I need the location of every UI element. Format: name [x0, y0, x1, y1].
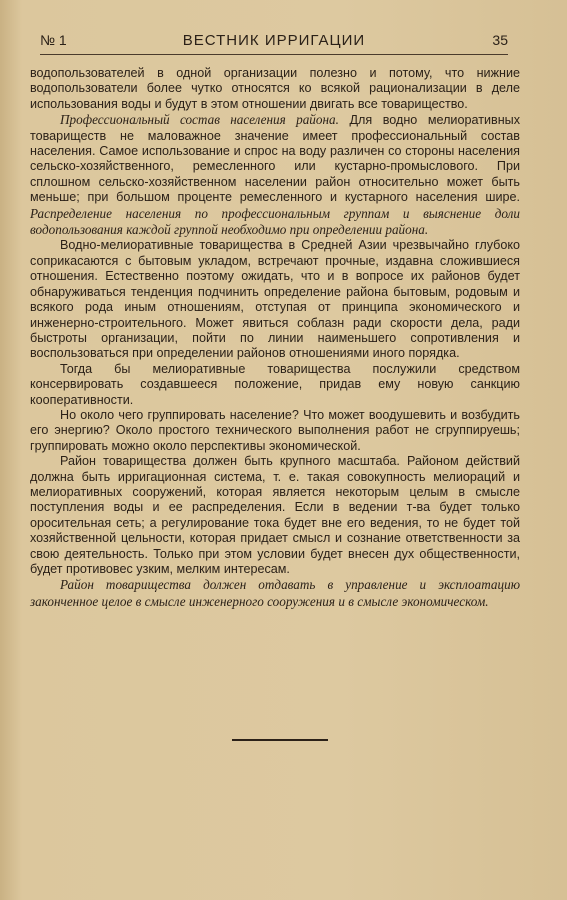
text-run: Тогда бы мелиоративные товарищества послужили средством консервировать создавшееся положение, придав ему новую санкцию кооперативности. [30, 361, 520, 407]
text-run: Для водно мелиоративных товариществ не маловажное значение имеет профессиональный состав населения. Самое использование и спрос на воду различен со стороны населения сельско-хозяйственного, ремесленного или кустарно-промыслового. При сплошном сельско-хозяйственном населении район относительно может быть меньше; при большом проценте ремесленного и кустарного населения шире. [30, 113, 520, 205]
italic-run: Профессиональный состав населения района. [60, 112, 339, 128]
italic-run: Район товарищества должен отдавать в управление и эксплоатацию законченное целое в смысле инженерного сооружения и в смысле экономическом. [30, 577, 520, 609]
text-run: водопользователей в одной организации полезно и потому, что нижние водопользователи более чутко относятся ко всякой рационализации в деле использования воды и будут в этом отношении двигать все товарищество. [30, 66, 520, 111]
article-paragraph [30, 362, 520, 408]
article-paragraph [30, 577, 520, 610]
text-run: Но около чего группировать население? Что может воодушевить и возбудить его энергию? Около простого технического выполнения работ не сгруппируешь; группировать можно около перспективы экономической. [30, 407, 520, 453]
issue-number: № 1 [40, 32, 67, 48]
article-paragraph [30, 66, 520, 112]
text-run: Район товарищества должен быть крупного масштаба. Районом действий должна быть ирригационная система, т. е. такая совокупность мелиораций и мелиоративных сооружений, которая является некоторым целым в смысле поступления воды и ее распределения. Если в ведении т-ва будет только оросительная сеть; а регулирование тока будет вне его ведения, то не будет той хозяйственной цельности, которая придает смысл и сознание ответственности за свою деятельность. Только при этом условии будет внесен дух общественности, будет противовес узким, мелким интересам. [30, 454, 520, 576]
page-number: 35 [492, 32, 508, 48]
text-run: Водно-мелиоративные товарищества в Средней Азии чрезвычайно глубоко соприкасаются с бытовым укладом, встречают прочные, издавна сложившиеся отношения. Естественно поэтому ожидать, что и в вопросе их районов будет обнаруживаться тенденция подчинить определение района бытовым, родовым и всякого рода иным отношениям, отступая от принципа экономического и инженерно-строительного. Может явиться соблазн ради скорости дела, ради быстроты организации, пойти по линии наименьшего сопротивления и воспользоваться при определении районов отношениями иного порядка. [30, 238, 520, 361]
section-end-rule [232, 739, 328, 741]
journal-title: ВЕСТНИК ИРРИГАЦИИ [182, 32, 366, 49]
article-paragraph [30, 112, 520, 238]
running-header [40, 30, 508, 55]
article-paragraph [30, 408, 520, 454]
italic-run: Распределение населения по профессиональным группам и выяснение доли водопользования каждой группой необходимо при определении района. [30, 205, 520, 238]
article-paragraph [30, 454, 520, 577]
article-paragraph [30, 238, 520, 361]
article-body [30, 66, 520, 610]
